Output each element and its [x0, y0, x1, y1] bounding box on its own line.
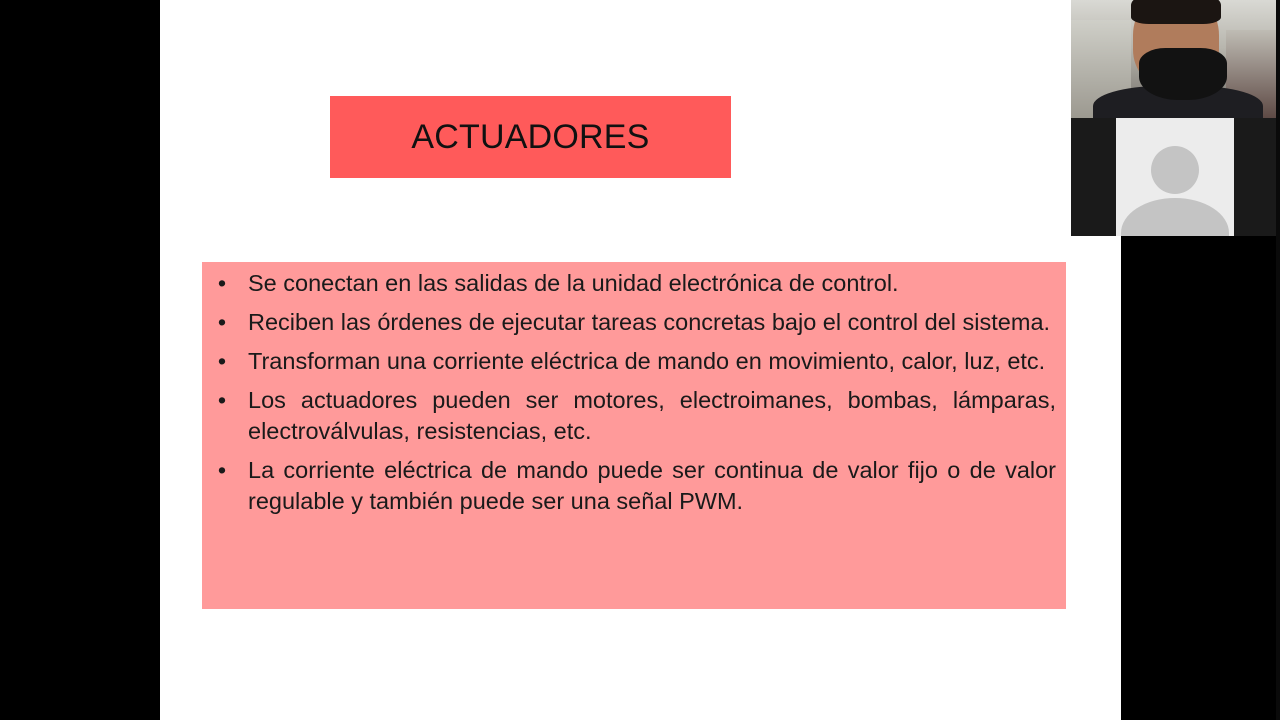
bullet-text: Se conectan en las salidas de la unidad electrónica de control. [248, 270, 899, 296]
slide-title-box [330, 96, 731, 178]
bullet-list [212, 268, 1056, 517]
bullet-item [212, 307, 1056, 338]
bullet-item [212, 385, 1056, 447]
presentation-slide [160, 0, 1121, 720]
bullet-text: La corriente eléctrica de mando puede ser continua de valor fijo o de valor regulable y también puede ser una señal PWM. [248, 457, 1056, 514]
bullet-text: Transforman una corriente eléctrica de mando en movimiento, calor, luz, etc. [248, 348, 1046, 374]
bullet-item [212, 455, 1056, 517]
participant-avatar-tile[interactable] [1116, 118, 1234, 236]
bullet-text: Reciben las órdenes de ejecutar tareas concretas bajo el control del sistema. [248, 309, 1051, 335]
participant-video-panel [1071, 0, 1276, 236]
bullet-icon: • [217, 348, 227, 374]
bullet-text: Los actuadores pueden ser motores, electroimanes, bombas, lámparas, electroválvulas, resistencias, etc. [248, 387, 1056, 444]
bullet-icon: • [217, 270, 227, 296]
participant-video-tile[interactable] [1071, 0, 1276, 118]
slide-content-box [202, 262, 1066, 609]
bullet-icon: • [217, 457, 227, 483]
default-avatar-icon [1151, 146, 1199, 194]
face-mask [1139, 48, 1227, 100]
participant-hair [1131, 0, 1221, 24]
slide-title: ACTUADORES [411, 117, 650, 156]
bullet-icon: • [217, 387, 227, 413]
bullet-item [212, 268, 1056, 299]
screen-edge [1276, 0, 1280, 720]
bullet-item [212, 346, 1056, 377]
bullet-icon: • [217, 309, 227, 335]
default-avatar-body [1121, 198, 1229, 236]
